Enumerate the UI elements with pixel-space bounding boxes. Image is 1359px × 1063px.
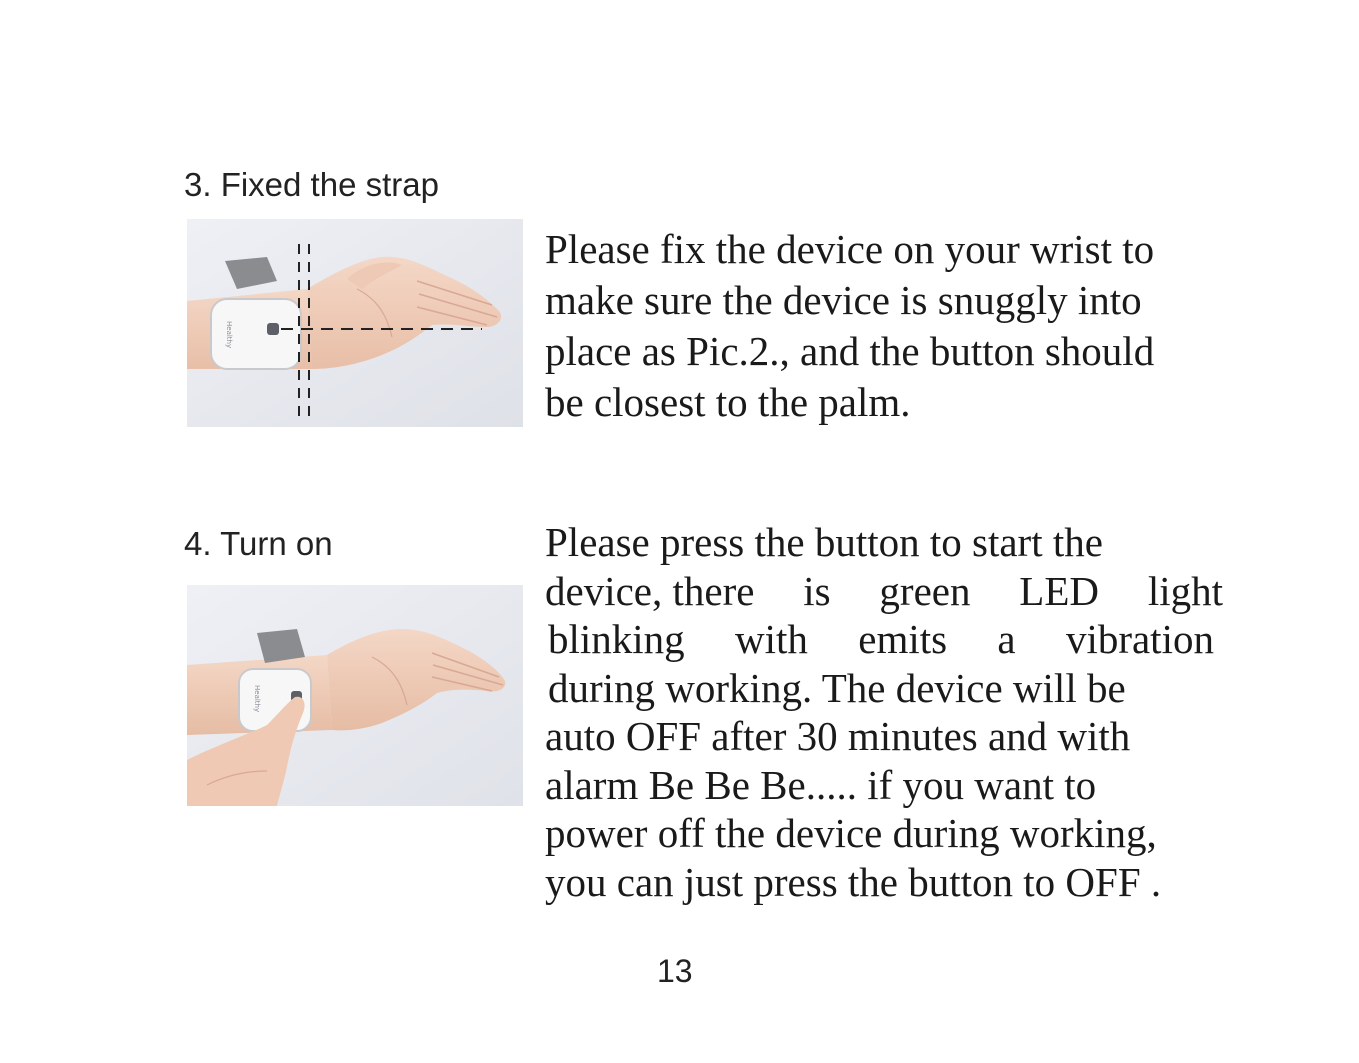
section-heading-turn-on: 4. Turn on xyxy=(184,525,333,562)
wrist-strap-photo xyxy=(187,219,523,427)
word: LED xyxy=(1019,567,1099,614)
word: a xyxy=(997,616,1016,662)
word: green xyxy=(879,567,971,614)
word: light xyxy=(1147,567,1223,614)
paragraph-line: you can just press the button to OFF . xyxy=(545,858,1162,905)
paragraph-line: Please press the button to start the xyxy=(545,519,1103,565)
word: vibration xyxy=(1065,616,1214,662)
turn-on-illustration xyxy=(187,585,523,806)
paragraph-line: Please fix the device on your wrist to xyxy=(545,226,1155,272)
fixed-strap-instructions xyxy=(545,224,1225,428)
word: blinking xyxy=(548,616,685,662)
paragraph-line: during working. The device will be xyxy=(548,664,1126,711)
paragraph-line: be closest to the palm. xyxy=(545,379,911,425)
word: with xyxy=(735,616,808,662)
paragraph-line-justified xyxy=(545,615,1214,664)
paragraph-line: auto OFF after 30 minutes and with xyxy=(545,713,1131,759)
wrist-strap-illustration xyxy=(187,219,523,427)
turn-on-photo xyxy=(187,585,523,806)
paragraph-line: place as Pic.2., and the button should xyxy=(545,328,1155,374)
paragraph-line: alarm Be Be Be..... if you want to xyxy=(545,761,1097,808)
paragraph-line: power off the device during working, xyxy=(545,810,1157,856)
word: emits xyxy=(858,616,948,662)
section-heading-fixed-strap: 3. Fixed the strap xyxy=(184,166,439,203)
device-logo-text: Healthy xyxy=(225,321,233,349)
word: is xyxy=(803,567,831,614)
device-logo-text: Healthy xyxy=(253,685,261,713)
turn-on-instructions xyxy=(545,518,1225,906)
page-number: 13 xyxy=(657,953,693,989)
paragraph-line-justified xyxy=(545,567,1223,616)
paragraph-line: make sure the device is snuggly into xyxy=(545,277,1142,323)
word: device, there xyxy=(545,567,755,614)
